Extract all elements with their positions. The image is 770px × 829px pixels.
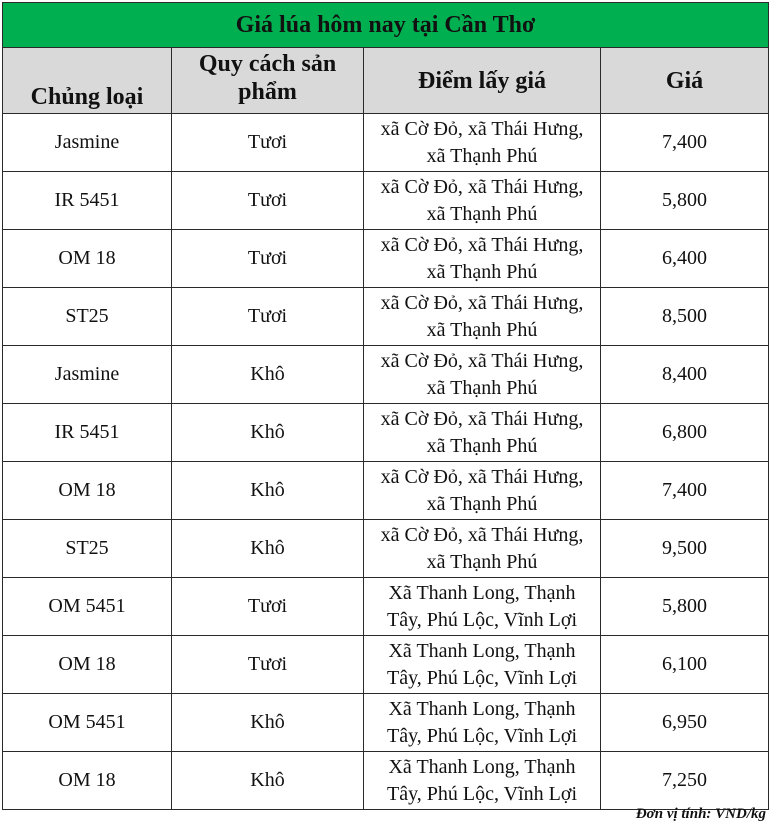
unit-note: Đơn vị tính: VND/kg — [635, 806, 766, 822]
cell-type: IR 5451 — [3, 172, 172, 230]
cell-price: 6,100 — [601, 636, 769, 694]
cell-price: 8,500 — [601, 288, 769, 346]
price-table-container — [2, 2, 768, 810]
title-row — [3, 3, 769, 48]
table-row — [3, 694, 769, 752]
table-row — [3, 230, 769, 288]
cell-location: xã Cờ Đỏ, xã Thái Hưng, xã Thạnh Phú — [364, 230, 601, 288]
cell-price: 8,400 — [601, 346, 769, 404]
cell-location: Xã Thanh Long, Thạnh Tây, Phú Lộc, Vĩnh Lợi — [364, 694, 601, 752]
cell-price: 5,800 — [601, 578, 769, 636]
cell-location: xã Cờ Đỏ, xã Thái Hưng, xã Thạnh Phú — [364, 288, 601, 346]
cell-spec: Khô — [172, 520, 364, 578]
cell-spec: Tươi — [172, 172, 364, 230]
cell-spec: Tươi — [172, 636, 364, 694]
table-row — [3, 288, 769, 346]
cell-price: 7,400 — [601, 114, 769, 172]
cell-type: OM 5451 — [3, 578, 172, 636]
cell-price: 6,950 — [601, 694, 769, 752]
cell-spec: Tươi — [172, 114, 364, 172]
cell-type: Jasmine — [3, 346, 172, 404]
cell-location: Xã Thanh Long, Thạnh Tây, Phú Lộc, Vĩnh Lợi — [364, 752, 601, 810]
header-spec: Quy cách sản phẩm — [172, 48, 364, 114]
table-row — [3, 752, 769, 810]
cell-type: OM 18 — [3, 752, 172, 810]
cell-spec: Khô — [172, 694, 364, 752]
cell-location: Xã Thanh Long, Thạnh Tây, Phú Lộc, Vĩnh Lợi — [364, 578, 601, 636]
table-row — [3, 346, 769, 404]
cell-type: ST25 — [3, 520, 172, 578]
cell-spec: Khô — [172, 752, 364, 810]
header-price: Giá — [601, 48, 769, 114]
table-row — [3, 404, 769, 462]
header-row — [3, 48, 769, 114]
cell-spec: Tươi — [172, 578, 364, 636]
cell-price: 7,250 — [601, 752, 769, 810]
cell-type: Jasmine — [3, 114, 172, 172]
table-row — [3, 172, 769, 230]
cell-location: Xã Thanh Long, Thạnh Tây, Phú Lộc, Vĩnh Lợi — [364, 636, 601, 694]
cell-location: xã Cờ Đỏ, xã Thái Hưng, xã Thạnh Phú — [364, 462, 601, 520]
cell-type: IR 5451 — [3, 404, 172, 462]
header-location: Điểm lấy giá — [364, 48, 601, 114]
cell-spec: Khô — [172, 404, 364, 462]
table-row — [3, 114, 769, 172]
cell-location: xã Cờ Đỏ, xã Thái Hưng, xã Thạnh Phú — [364, 520, 601, 578]
table-row — [3, 520, 769, 578]
table-row — [3, 462, 769, 520]
cell-spec: Tươi — [172, 230, 364, 288]
cell-location: xã Cờ Đỏ, xã Thái Hưng, xã Thạnh Phú — [364, 404, 601, 462]
cell-price: 6,400 — [601, 230, 769, 288]
table-row — [3, 578, 769, 636]
cell-spec: Khô — [172, 346, 364, 404]
table-body — [3, 114, 769, 810]
table-title: Giá lúa hôm nay tại Cần Thơ — [3, 3, 769, 48]
table-row — [3, 636, 769, 694]
cell-price: 6,800 — [601, 404, 769, 462]
cell-spec: Khô — [172, 462, 364, 520]
cell-type: OM 18 — [3, 636, 172, 694]
header-type: Chủng loại — [3, 48, 172, 114]
cell-location: xã Cờ Đỏ, xã Thái Hưng, xã Thạnh Phú — [364, 172, 601, 230]
cell-price: 5,800 — [601, 172, 769, 230]
cell-type: OM 18 — [3, 462, 172, 520]
rice-price-table — [2, 2, 769, 810]
cell-price: 7,400 — [601, 462, 769, 520]
cell-type: OM 18 — [3, 230, 172, 288]
cell-type: ST25 — [3, 288, 172, 346]
cell-location: xã Cờ Đỏ, xã Thái Hưng, xã Thạnh Phú — [364, 346, 601, 404]
cell-price: 9,500 — [601, 520, 769, 578]
cell-type: OM 5451 — [3, 694, 172, 752]
cell-spec: Tươi — [172, 288, 364, 346]
cell-location: xã Cờ Đỏ, xã Thái Hưng, xã Thạnh Phú — [364, 114, 601, 172]
